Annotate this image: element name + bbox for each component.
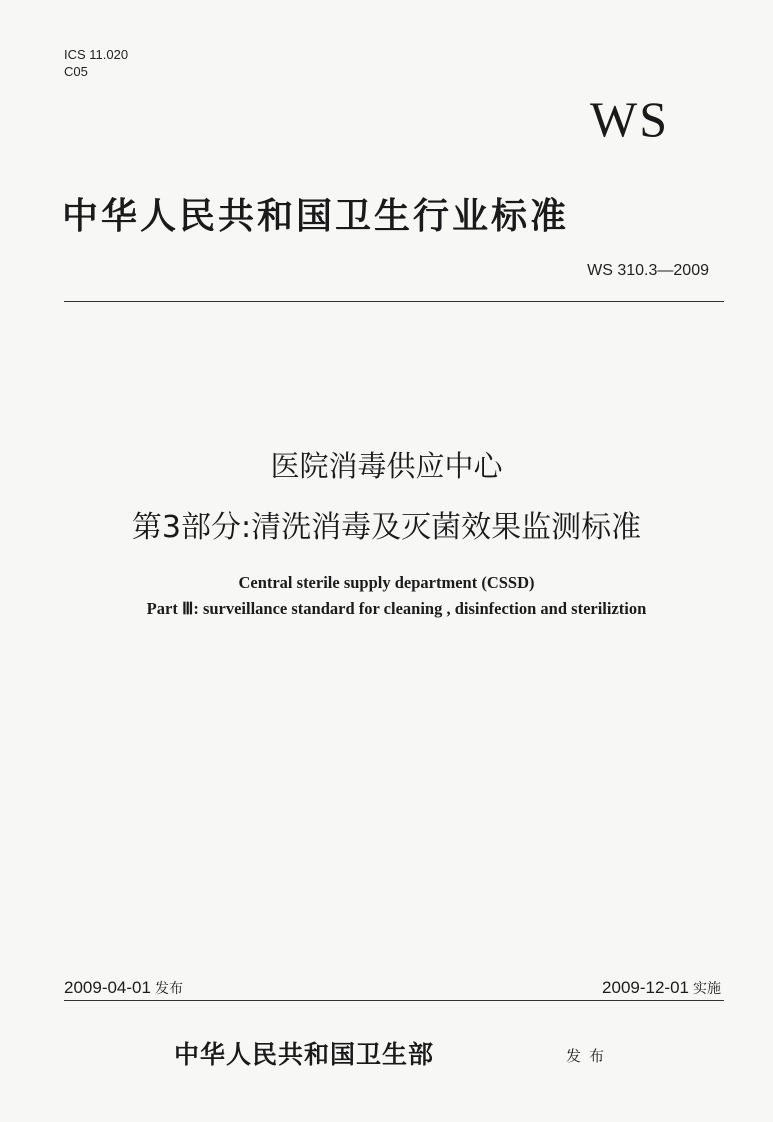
publisher-name: 中华人民共和国卫生部: [174, 1040, 435, 1069]
footer-divider: [64, 1000, 724, 1001]
standard-number: WS 310.3—2009: [587, 262, 709, 279]
implementation-date: 2009-12-01: [602, 978, 689, 997]
standard-category-title: 中华人民共和国卫生行业标准: [62, 195, 570, 237]
issue-date-block: [64, 977, 183, 1000]
title-english-part: Part Ⅲ: surveillance standard for cleaning , disinfection and steriliztion: [146, 599, 647, 618]
publish-label: 发布: [566, 1047, 613, 1065]
issue-date: 2009-04-01: [64, 978, 151, 997]
issue-label: 发布: [154, 981, 183, 997]
implementation-date-block: [602, 977, 721, 1000]
title-english-main: Central sterile supply department (CSSD): [238, 573, 535, 592]
header-divider: [64, 301, 724, 302]
ws-logo: WS: [590, 91, 669, 147]
ccs-code: C05: [64, 64, 88, 79]
title-chinese-part: 第3部分:清洗消毒及灭菌效果监测标准: [131, 510, 642, 545]
implementation-label: 实施: [693, 981, 721, 997]
ics-code: ICS 11.020: [64, 47, 129, 62]
classification-codes: [64, 46, 128, 80]
title-chinese-main: 医院消毒供应中心: [270, 449, 503, 483]
